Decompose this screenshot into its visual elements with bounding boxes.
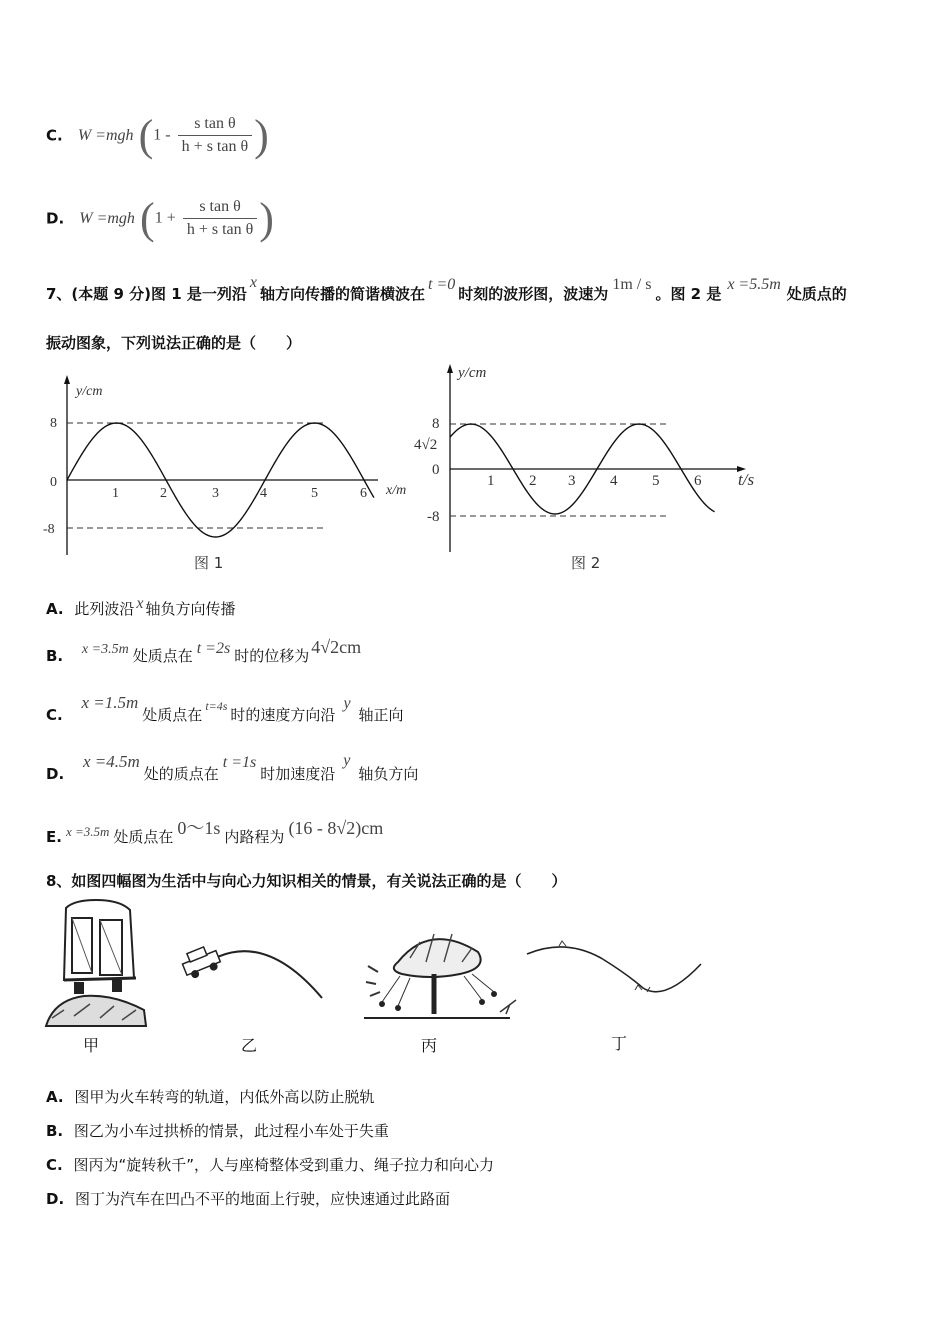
x-tick-3: 3 xyxy=(212,486,219,501)
q7-stem-line2: 振动图象，下列说法正确的是（ ） xyxy=(46,334,302,352)
picture-ding-bumpy-road xyxy=(525,938,705,998)
picture-bing-swing-ride xyxy=(360,922,520,1032)
picture-jia-train xyxy=(44,898,149,1030)
y-axis-arrow xyxy=(447,364,453,373)
q7-stem-line1: 7、(本题 9 分)图 1 是一列沿x轴方向传播的简谐横波在t =0时刻的波形图，波速为1m / s。图 2 是x =5.5m处质点的 xyxy=(46,274,847,303)
t-tick-4: 4 xyxy=(610,473,618,489)
q7-option-b[interactable]: B. x =3.5m 处质点在 t =2s 时的位移为 4√2cm xyxy=(46,637,362,665)
q7-option-e[interactable]: E. x =3.5m 处质点在 0～1s 内路程为 (16 - 8√2)cm xyxy=(46,818,384,846)
y-tick-8: 8 xyxy=(50,416,57,431)
caption-bing: 丙 xyxy=(421,1036,438,1055)
caption-ding: 丁 xyxy=(611,1034,628,1053)
y-axis-arrow xyxy=(64,375,70,384)
caption-yi: 乙 xyxy=(241,1036,258,1055)
formula-fraction: $\frac{\text{s tan θ}}{\text{h + s tan θ}}$ xyxy=(178,113,252,158)
y-tick-4root2: 4√2 xyxy=(414,437,438,453)
y-tick-0: 0 xyxy=(50,475,57,490)
q8-stem: 8、如图四幅图为生活中与向心力知识相关的情景，有关说法正确的是（ ） xyxy=(46,872,567,890)
t-tick-3: 3 xyxy=(568,473,576,489)
y-tick-0: 0 xyxy=(432,462,440,478)
y-tick-minus-8: -8 xyxy=(43,522,55,537)
x-tick-2: 2 xyxy=(160,486,167,501)
caption-jia: 甲 xyxy=(83,1036,100,1055)
x-axis-label: x/m xyxy=(386,483,407,498)
t-tick-6: 6 xyxy=(694,473,702,489)
figure-1-caption: 图 1 xyxy=(194,554,224,572)
option-label: D. xyxy=(46,209,65,228)
figure-2-caption: 图 2 xyxy=(571,554,601,572)
formula-fraction: $\frac{\text{s tan θ}}{\text{h + s tan θ}}$ xyxy=(183,196,257,241)
q7-option-c[interactable]: C. x =1.5m处质点在 $^{t=4s}$ 时的速度方向沿y轴正向 xyxy=(46,693,404,724)
figure-2-vibration-graph xyxy=(410,362,760,554)
t-tick-2: 2 xyxy=(529,473,537,489)
formula-one: 1 - xyxy=(153,126,171,144)
q8-option-a[interactable]: A. 图甲为火车转弯的轨道，内低外高以防止脱轨 xyxy=(46,1088,375,1106)
formula-lhs: W =mgh xyxy=(79,209,135,227)
t-axis-label: t/s xyxy=(738,470,755,489)
y-tick-minus-8: -8 xyxy=(427,509,440,525)
q8-option-c[interactable]: C. 图丙为“旋转秋千”，人与座椅整体受到重力、绳子拉力和向心力 xyxy=(46,1156,495,1174)
x-tick-6: 6 xyxy=(360,486,367,501)
q7-option-a[interactable]: A. 此列波沿 x 轴负方向传播 xyxy=(46,595,236,618)
q7-option-d[interactable]: D. x =4.5m处的质点在t =1s时加速度沿y轴负方向 xyxy=(46,752,419,783)
formula-one: 1 + xyxy=(154,209,176,227)
y-tick-8: 8 xyxy=(432,416,440,432)
option-label: C. xyxy=(46,126,63,145)
x-tick-4: 4 xyxy=(260,486,267,501)
figure-1-wave-graph xyxy=(40,375,420,575)
t-tick-1: 1 xyxy=(487,473,495,489)
formula-lhs: W =mgh xyxy=(77,126,134,144)
x-tick-1: 1 xyxy=(112,486,119,501)
y-axis-label: y/cm xyxy=(76,384,103,399)
q6-option-c[interactable]: C. W =mgh (1 - $\frac{\text{s tan θ}}{\text{h + s tan θ}}$ ) xyxy=(46,111,269,160)
q8-option-d[interactable]: D. 图丁为汽车在凹凸不平的地面上行驶，应快速通过此路面 xyxy=(46,1190,450,1208)
y-axis-label: y/cm xyxy=(458,365,487,381)
x-tick-5: 5 xyxy=(311,486,318,501)
q6-option-d[interactable]: D. W =mgh (1 + $\frac{\text{s tan θ}}{\text{h + s tan θ}}$ ) xyxy=(46,194,274,243)
picture-yi-arch-bridge xyxy=(176,928,326,1000)
q8-option-b[interactable]: B. 图乙为小车过拱桥的情景，此过程小车处于失重 xyxy=(46,1122,389,1140)
t-tick-5: 5 xyxy=(652,473,660,489)
